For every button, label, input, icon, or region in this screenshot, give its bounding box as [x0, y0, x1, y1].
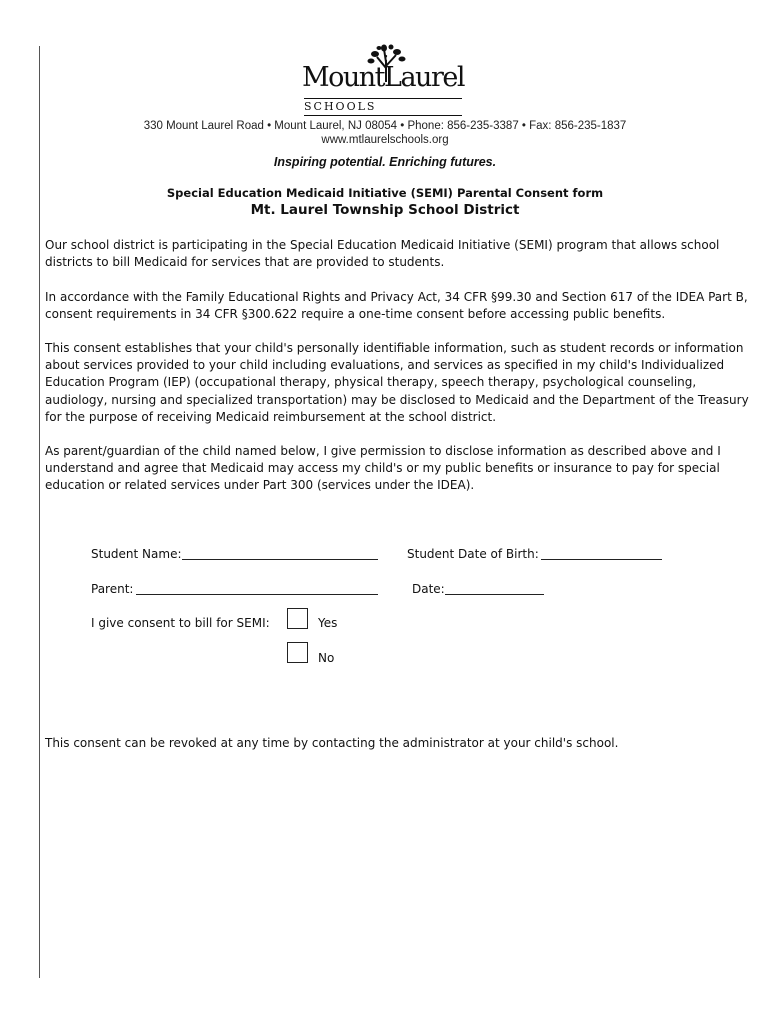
- paragraph-semi-program: Our school district is participating in the Special Education Medicaid Initiative (SEMI) program that allows school districts to bill Medicaid for services that are provided to students.: [45, 238, 720, 270]
- parent-label: Parent:: [91, 582, 134, 596]
- paragraph-permission: As parent/guardian of the child named below, I give permission to disclose information as described above and I understand and agree that Medicaid may access my child's or my public benefits or insurance to pay for special education or related services under Part 300 (services under the IDEA).: [45, 444, 721, 493]
- form-title: Special Education Medicaid Initiative (SEMI) Parental Consent form: [166, 186, 604, 200]
- district-title: Mt. Laurel Township School District: [250, 202, 520, 218]
- logo-rule-top: [304, 98, 462, 99]
- school-website: www.mtlaurelschools.org: [321, 134, 449, 146]
- date-label: Date:: [412, 582, 445, 596]
- consent-yes-checkbox[interactable]: [287, 608, 308, 629]
- student-dob-line[interactable]: [541, 559, 662, 560]
- student-dob-label: Student Date of Birth:: [407, 547, 539, 561]
- school-tagline: Inspiring potential. Enriching futures.: [273, 155, 497, 169]
- logo-rule-bottom: [304, 115, 462, 116]
- paragraph-consent-scope: This consent establishes that your child's personally identifiable information, such as student records or information about services provided to your child including evaluations, and services as specified in my child's Individualized Education Program (IEP) (occupational therapy, physical therapy, speech therapy, psychological counseling, audiology, nursing and specialized transportation) may be disclosed to Medicaid and the Department of the Treasury for the purpose of receiving Medicaid reimbursement at the school district.: [45, 341, 749, 424]
- paragraph-revocation: This consent can be revoked at any time by contacting the administrator at your child's school.: [45, 736, 619, 750]
- mount-laurel-schools-logo: [298, 44, 468, 118]
- student-name-label: Student Name:: [91, 547, 182, 561]
- consent-label: I give consent to bill for SEMI:: [91, 616, 270, 630]
- consent-no-checkbox[interactable]: [287, 642, 308, 663]
- student-name-line[interactable]: [182, 559, 378, 560]
- consent-yes-label: Yes: [318, 616, 338, 630]
- paragraph-ferpa: In accordance with the Family Educational Rights and Privacy Act, 34 CFR §99.30 and Section 617 of the IDEA Part B, consent requirements in 34 CFR §300.622 require a one-time consent before accessing public benefits.: [45, 290, 748, 322]
- school-address: 330 Mount Laurel Road • Mount Laurel, NJ 08054 • Phone: 856-235-3387 • Fax: 856-235-1837: [143, 120, 627, 132]
- consent-no-label: No: [318, 651, 335, 665]
- parent-line[interactable]: [136, 594, 378, 595]
- date-line[interactable]: [445, 594, 544, 595]
- logo-wordmark: MountLaurel: [302, 62, 464, 93]
- logo-subtitle: SCHOOLS: [304, 100, 377, 113]
